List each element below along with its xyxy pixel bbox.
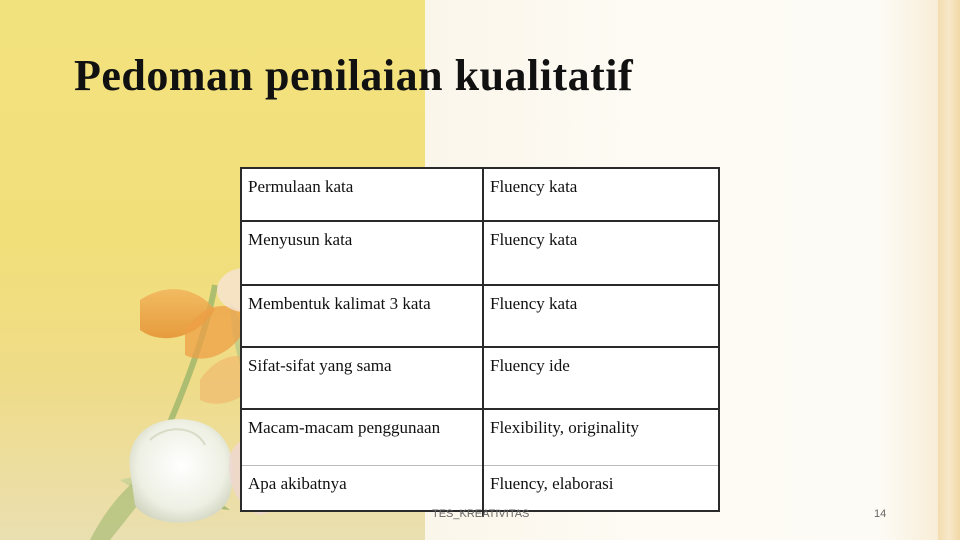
slide-footer: TES_KREATIVITAS [432,508,530,520]
table-cell-right: Fluency ide [483,347,718,409]
page-number: 14 [874,508,887,520]
table-cell-left: Macam-macam penggunaan [242,409,483,466]
table-row [242,347,718,409]
background-right-edge [938,0,960,540]
table-cell-left: Apa akibatnya [242,466,483,518]
table-cell-left: Permulaan kata [242,169,483,221]
table-cell-right: Fluency, elaborasi [483,466,718,518]
assessment-table [240,167,720,512]
table-cell-right: Flexibility, originality [483,409,718,466]
table-row [242,221,718,285]
table-cell-right: Fluency kata [483,169,718,221]
table-row [242,409,718,466]
table-cell-right: Fluency kata [483,285,718,347]
table-cell-left: Sifat-sifat yang sama [242,347,483,409]
guideline-table [242,169,718,517]
slide-title: Pedoman penilaian kualitatif [74,51,634,100]
table-cell-left: Menyusun kata [242,221,483,285]
table-row [242,285,718,347]
table-row [242,169,718,221]
table-cell-right: Fluency kata [483,221,718,285]
table-cell-left: Membentuk kalimat 3 kata [242,285,483,347]
